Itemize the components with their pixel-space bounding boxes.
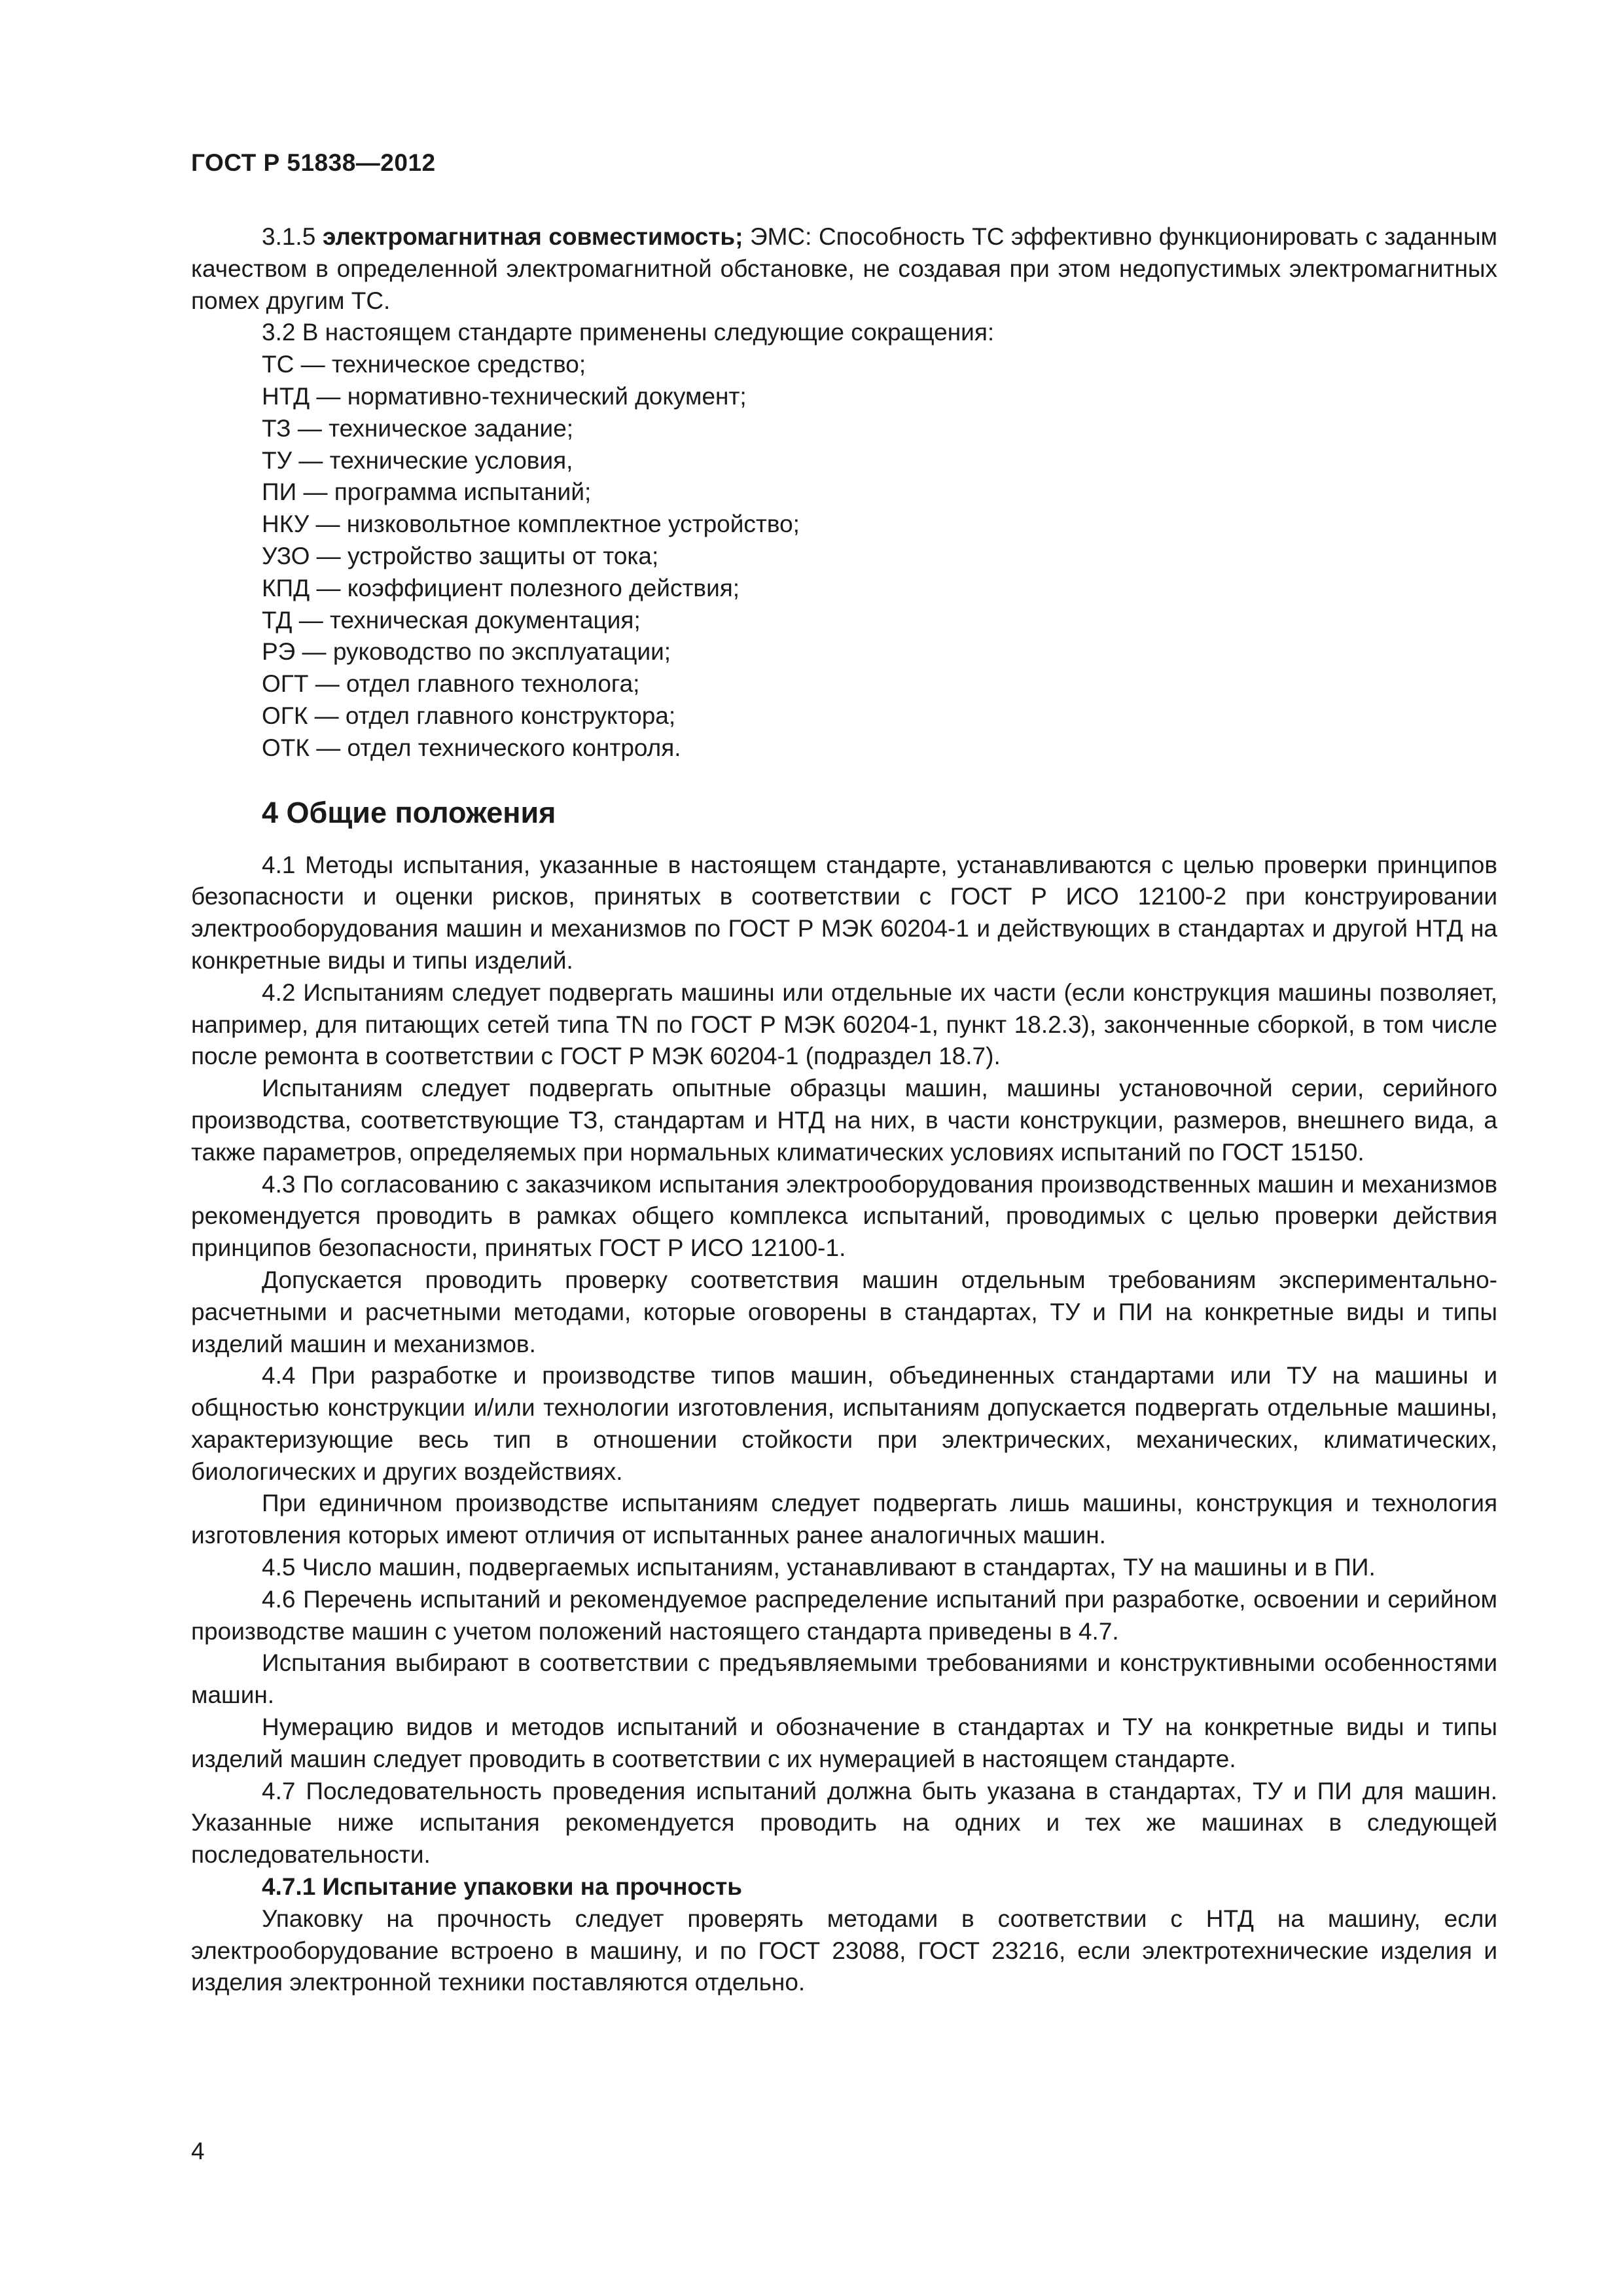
list-item: НКУ — низковольтное комплектное устройство; (262, 511, 800, 538)
list-item: РЭ — руководство по эксплуатации; (262, 638, 671, 666)
list-item: ОТК — отдел технического контроля. (262, 734, 681, 761)
list-item: ОГК — отдел главного конструктора; (262, 702, 676, 729)
page-number: 4 (191, 2138, 205, 2164)
list-item: ТУ — технические условия, (262, 446, 573, 474)
list-item: НТД — нормативно-технический документ; (262, 382, 747, 410)
paragraph: Нумерацию видов и методов испытаний и обозначение в стандартах и ТУ на конкретные виды и типы изделий машин следует проводить в соответствии с их нумерацией в настоящем стандарте. (191, 1713, 1497, 1772)
subsection-heading: 4.7.1 Испытание упаковки на прочность (262, 1873, 742, 1901)
paragraph: При единичном производстве испытаниям следует подвергать лишь машины, конструкция и технология изготовления которых имеют отличия от испытанных ранее аналогичных машин. (191, 1490, 1497, 1549)
paragraph: Допускается проводить проверку соответствия машин отдельным требованиям экспериментально-расчетными и расчетными методами, которые оговорены в стандартах, ТУ и ПИ на конкретные виды и типы изделий машин и механизмов. (191, 1266, 1497, 1357)
abbreviation-list (191, 349, 1497, 764)
list-item: ТД — техническая документация; (262, 606, 641, 634)
paragraph: 4.1 Методы испытания, указанные в настоящем стандарте, устанавливаются с целью проверки принципов безопасности и оценки рисков, принятых в соответствии с ГОСТ Р ИСО 12100-2 при конструировании электрооборудования машин и механизмов по ГОСТ Р МЭК 60204-1 и действующих в стандартах и другой НТД на конкретные виды и типы изделий. (191, 851, 1497, 974)
list-item: ТЗ — техническое задание; (262, 414, 574, 442)
list-item: ОГТ — отдел главного технолога; (262, 670, 640, 698)
paragraph-3-2: 3.2 В настоящем стандарте применены следующие сокращения: (262, 319, 995, 346)
document-body (191, 221, 1497, 1999)
paragraph: 4.2 Испытаниям следует подвергать машины или отдельные их части (если конструкция машины позволяет, например, для питающих сетей типа TN по ГОСТ Р МЭК 60204-1, пункт 18.2.3), законченные сборкой, в том числе после ремонта в соответствии с ГОСТ Р МЭК 60204-1 (подраздел 18.7). (191, 978, 1497, 1070)
clause-number: 3.1.5 (262, 223, 316, 250)
list-item: ТС — техническое средство; (262, 351, 586, 378)
paragraph: 4.3 По согласованию с заказчиком испытания электрооборудования производственных машин и механизмов рекомендуется проводить в рамках общего комплекса испытаний, проводимых с целью проверки действия принципов безопасности, принятых ГОСТ Р ИСО 12100-1. (191, 1170, 1497, 1262)
list-item: КПД — коэффициент полезного действия; (262, 574, 740, 601)
paragraph: 4.7 Последовательность проведения испытаний должна быть указана в стандартах, ТУ и ПИ для машин. Указанные ниже испытания рекомендуется проводить на одних и тех же машинах в следующей последовательности. (191, 1777, 1497, 1869)
term-definition: электромагнитная совместимость; (322, 223, 743, 250)
paragraph: 4.4 При разработке и производстве типов машин, объединенных стандартами или ТУ на машины и общностью конструкции и/или технологии изготовления, испытаниям допускается подвергать отдельные машины, характеризующие весь тип в отношении стойкости при электрических, механических, климатических, биологических и других воздействиях. (191, 1362, 1497, 1485)
paragraph: Испытаниям следует подвергать опытные образцы машин, машины установочной серии, серийного производства, соответствующие ТЗ, стандартам и НТД на них, в части конструкции, размеров, внешнего вида, а также параметров, определяемых при нормальных климатических условиях испытаний по ГОСТ 15150. (191, 1075, 1497, 1166)
list-item: УЗО — устройство защиты от тока; (262, 542, 659, 569)
list-item: ПИ — программа испытаний; (262, 478, 592, 506)
paragraph: 4.6 Перечень испытаний и рекомендуемое распределение испытаний при разработке, освоении и серийном производстве машин с учетом положений настоящего стандарта приведены в 4.7. (191, 1585, 1497, 1645)
document-header: ГОСТ Р 51838—2012 (191, 149, 436, 176)
section-heading: 4 Общие положения (262, 795, 556, 829)
term-text: ЭМС: Способность ТС эффективно функционировать с заданным качеством в определенной электромагнитной обстановке, не создавая при этом недопустимых электромагнитных помех другим ТС. (191, 223, 1497, 314)
paragraph-3-1-5 (191, 221, 1497, 317)
paragraph: Испытания выбирают в соответствии с предъявляемыми требованиями и конструктивными особенностями машин. (191, 1649, 1497, 1709)
paragraph: 4.5 Число машин, подвергаемых испытаниям, устанавливают в стандартах, ТУ на машины и в ПИ. (262, 1554, 1376, 1581)
paragraph: Упаковку на прочность следует проверять методами в соответствии с НТД на машину, если электрооборудование встроено в машину, и по ГОСТ 23088, ГОСТ 23216, если электротехнические изделия и изделия электронной техники поставляются отдельно. (191, 1905, 1497, 1996)
